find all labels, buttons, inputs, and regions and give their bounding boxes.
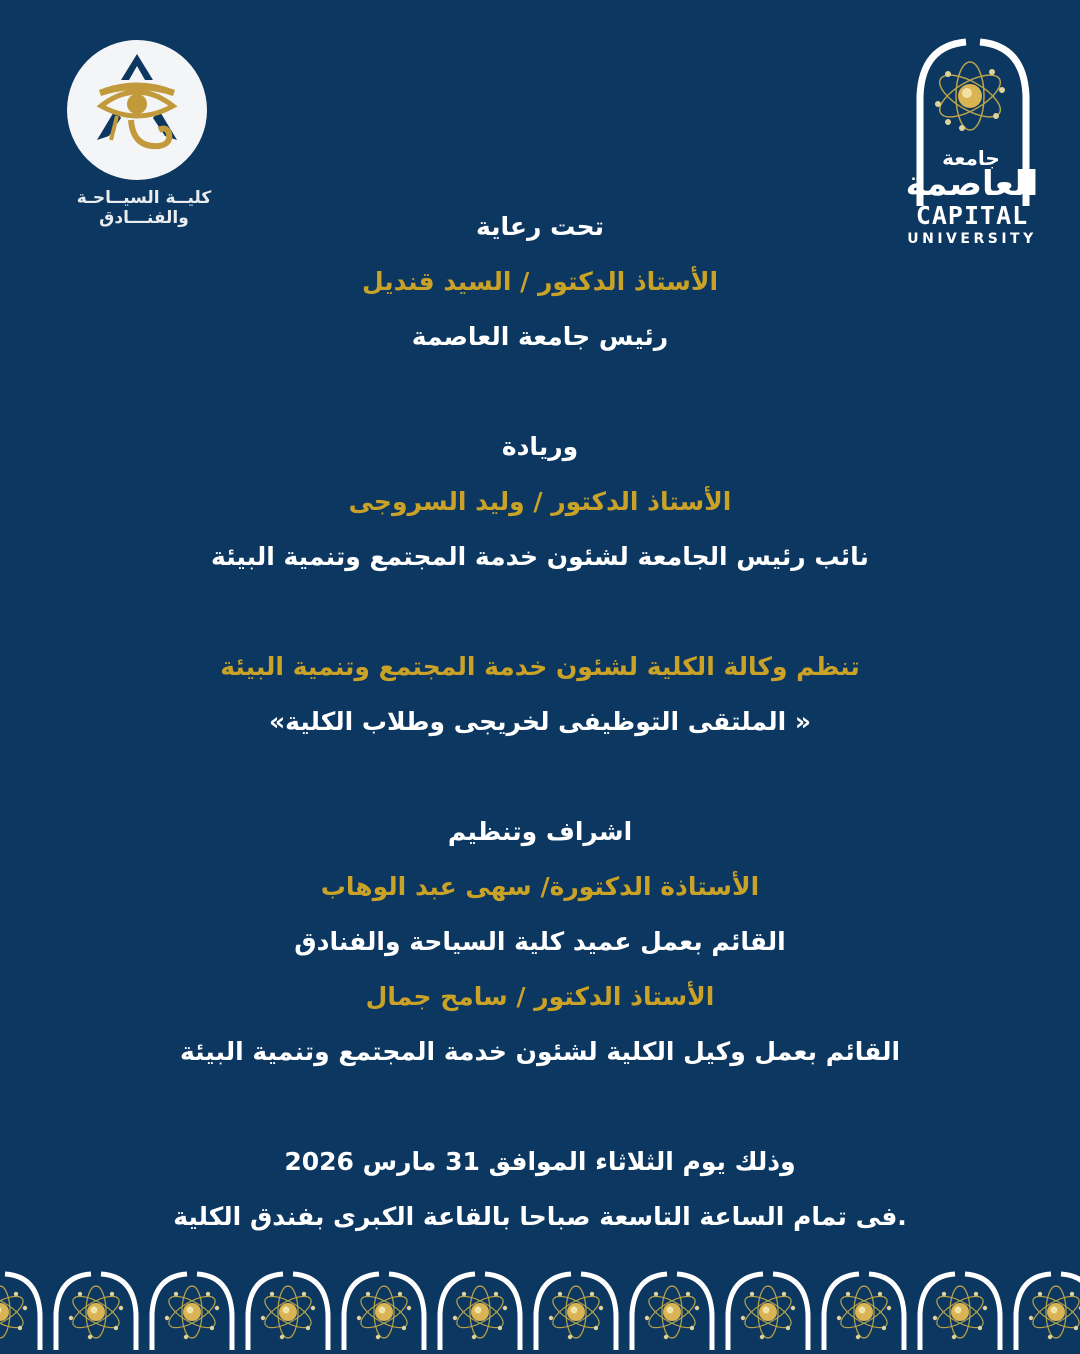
event-title: « الملتقى التوظيفى لخريجى وطلاب الكلية» [268, 707, 812, 736]
atom-arch-icon [0, 1274, 40, 1350]
university-name-arabic: العاصمة [905, 164, 1039, 204]
atom-arch-icon [248, 1274, 328, 1350]
event-date: وذلك يوم الثلاثاء الموافق 31 مارس 2026 [284, 1147, 796, 1176]
patron-name: الأستاذ الدكتور / السيد قنديل [361, 267, 719, 296]
university-name-arabic-small: جامعة [942, 146, 1000, 170]
atom-arch-icon [344, 1274, 424, 1350]
supervisor-2-name: الأستاذ الدكتور / سامح جمال [365, 982, 715, 1011]
leader-name: الأستاذ الدكتور / وليد السروجى [348, 487, 732, 516]
atom-arch-icon [440, 1274, 520, 1350]
leader-title: نائب رئيس الجامعة لشئون خدمة المجتمع وتنمية البيئة [211, 542, 869, 571]
supervisor-2-title: القائم بعمل وكيل الكلية لشئون خدمة المجتمع وتنمية البيئة [179, 1037, 901, 1066]
atom-arch-icon [728, 1274, 808, 1350]
patron-title: رئيس جامعة العاصمة [411, 322, 669, 351]
patronage-heading: تحت رعاية [476, 212, 604, 241]
atom-arch-icon [632, 1274, 712, 1350]
supervisor-1-title: القائم بعمل عميد كلية السياحة والفنادق [294, 927, 786, 956]
atom-arch-icon [1016, 1274, 1080, 1350]
leadership-heading: وريادة [501, 432, 579, 461]
supervisor-1-name: الأستاذة الدكتورة/ سهى عبد الوهاب [320, 872, 760, 901]
event-time-location: .فى تمام الساعة التاسعة صباحا بالقاعة الكبرى بفندق الكلية [173, 1202, 907, 1231]
footer-arch-pattern [0, 1268, 1080, 1350]
atom-arch-icon [824, 1274, 904, 1350]
faculty-logo [67, 40, 207, 180]
atom-arch-icon [152, 1274, 232, 1350]
atom-arch-icon [536, 1274, 616, 1350]
supervision-heading: اشراف وتنظيم [447, 817, 633, 846]
university-name-english: CAPITAL [915, 201, 1029, 230]
faculty-name: كليــة السيــاحـة والفنـــادق [76, 188, 212, 228]
atom-arch-icon [56, 1274, 136, 1350]
atom-arch-icon [920, 1274, 1000, 1350]
eye-of-horus-icon [67, 40, 207, 180]
university-name-english-sub: UNIVERSITY [907, 231, 1037, 247]
organizer-line: تنظم وكالة الكلية لشئون خدمة المجتمع وتنمية البيئة [220, 652, 860, 681]
